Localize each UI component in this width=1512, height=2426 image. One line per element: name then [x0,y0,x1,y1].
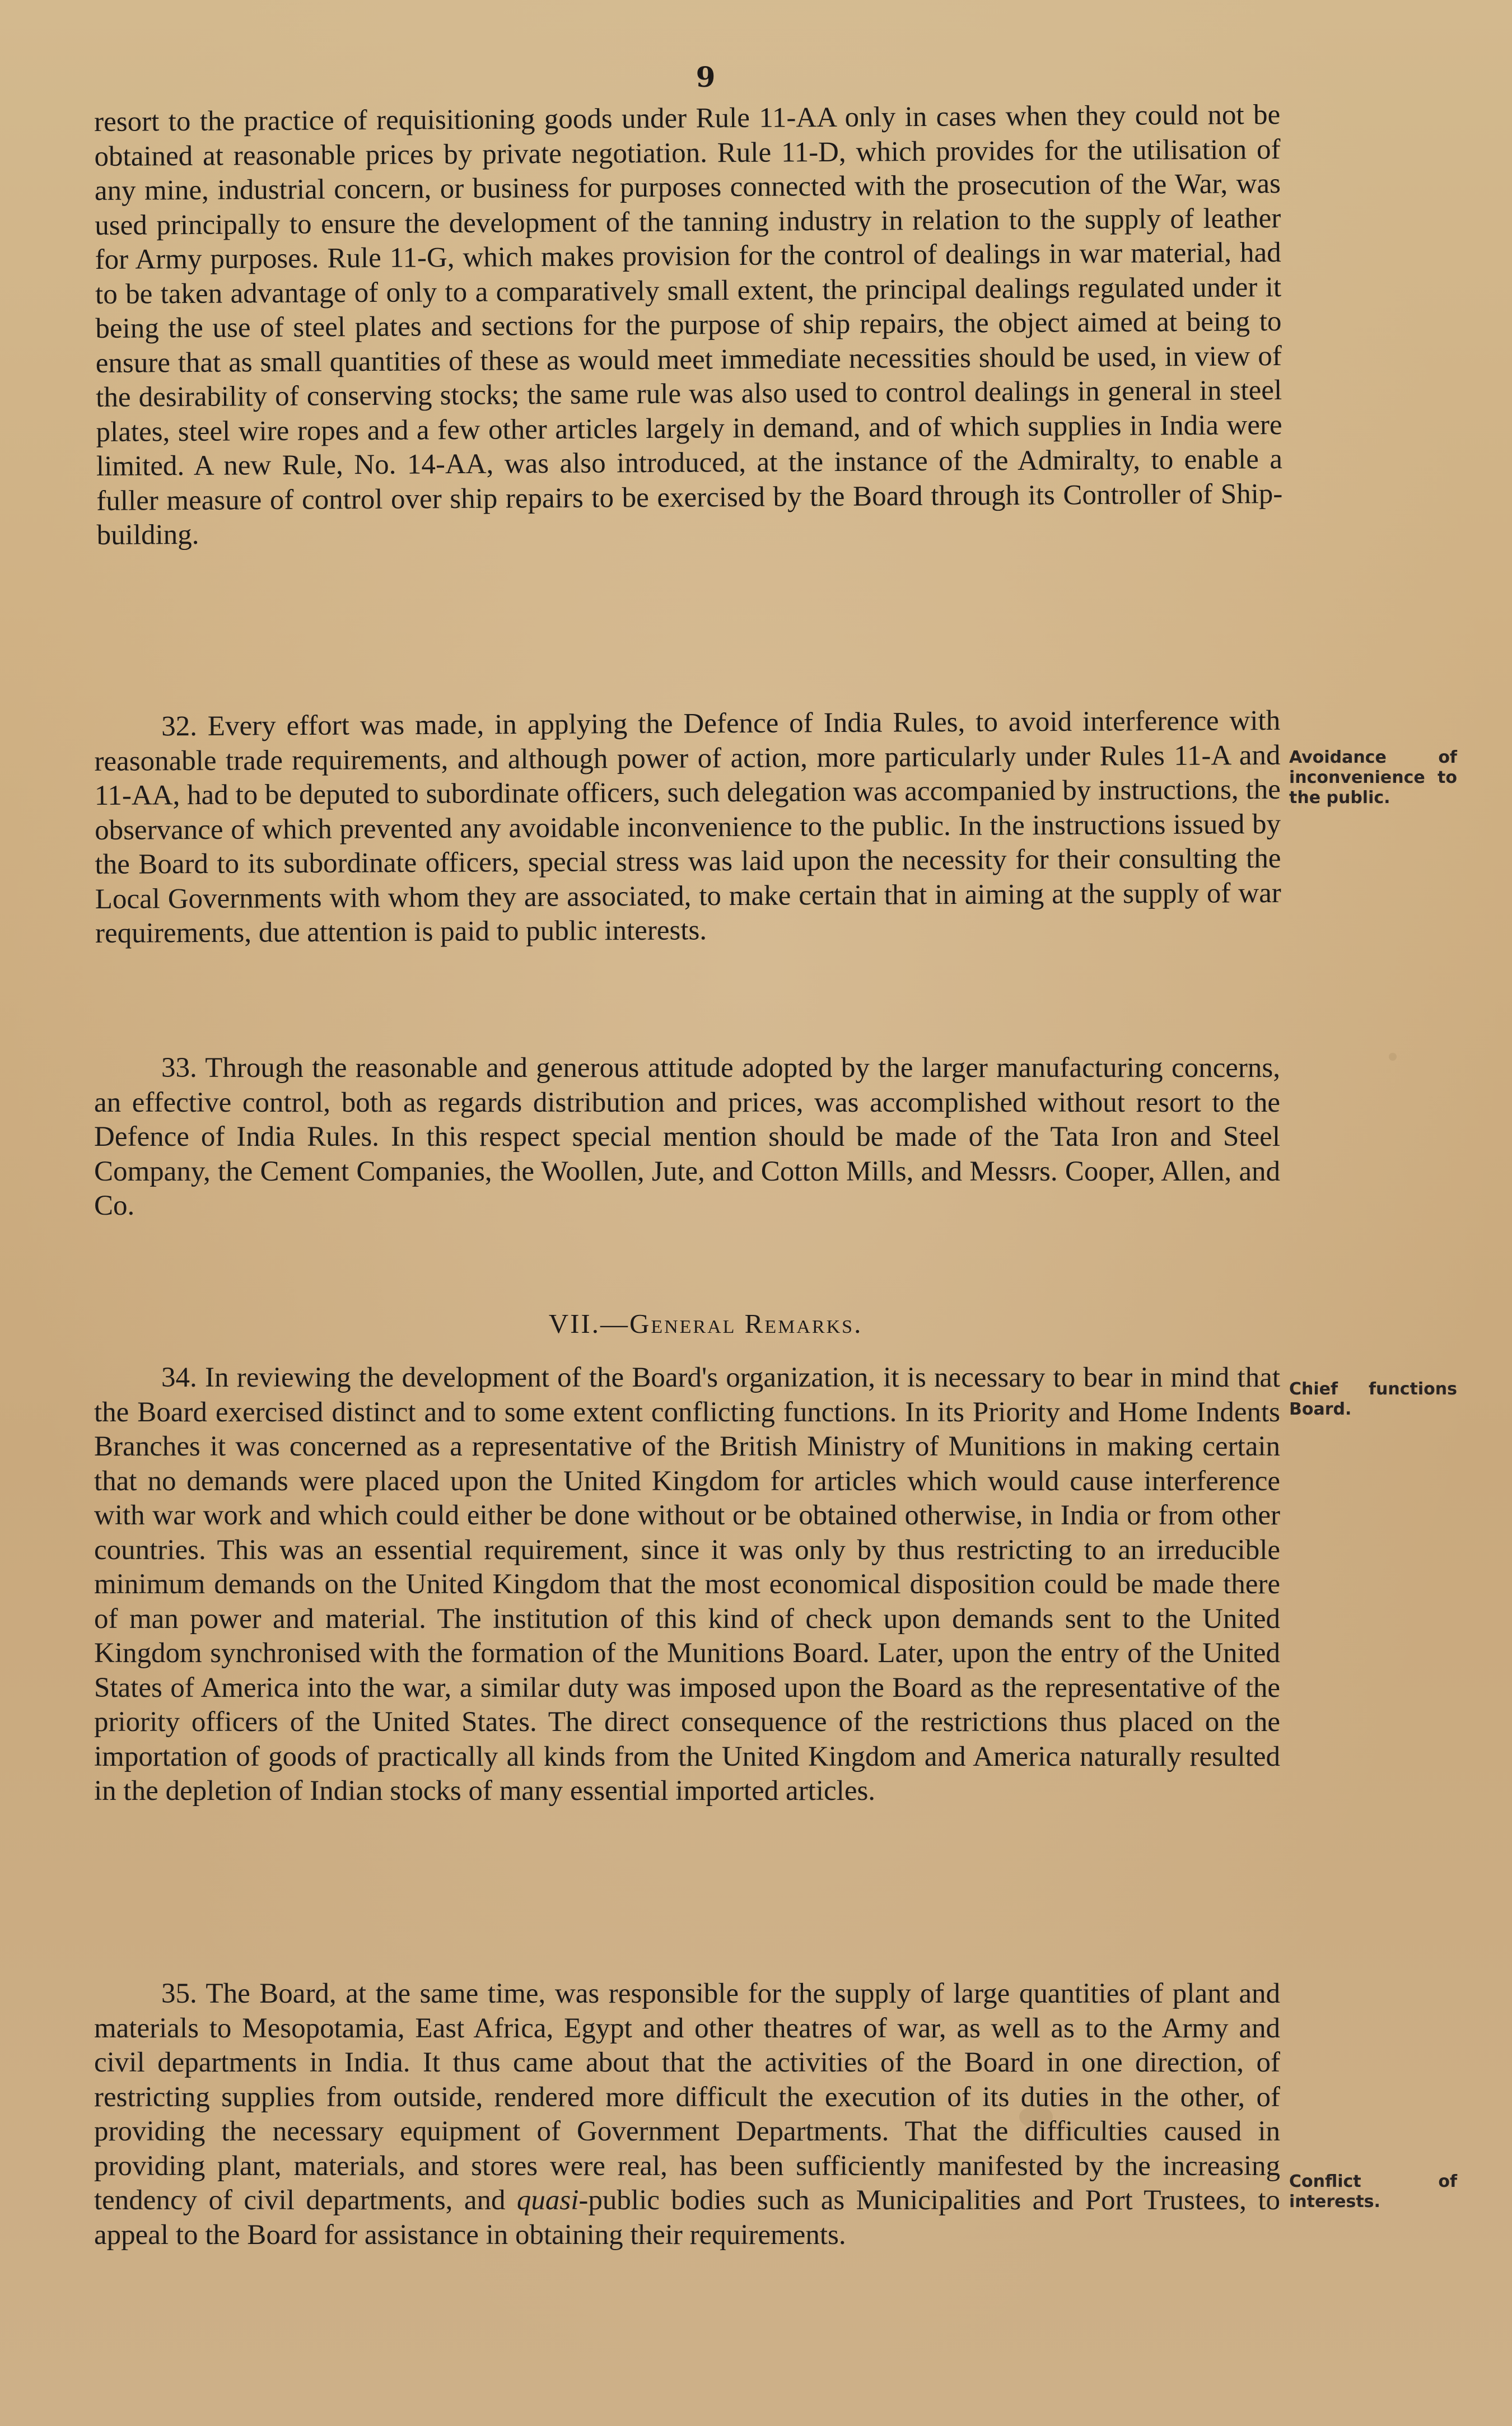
section-heading [0,1308,1411,1340]
paragraph-32 [94,704,1281,951]
paragraph-35-italic: quasi [516,2185,579,2216]
paper-stain [1389,1053,1397,1061]
continuation-paragraph [94,98,1283,553]
paragraph-35-text-a: 35. The Board, at the same time, was responsible for the supply of large quantities of plant and materials to Mesopotamia, East Africa, Egypt and other theatres of war, as well as to the Army and civil departments in India. It thus came about that the activities of the Board in one direction, of restricting supplies from outside, rendered more difficult the execution of its duties in the other, of providing the necessary equipment of Government Departments. That the difficulties caused in providing plant, materials, and stores were real, has been sufficiently manifested by the increasing tendency of civil departments, and [94,1978,1280,2216]
paragraph-text: resort to the practice of requisitioning goods under Rule 11-AA only in cases when they could not be obtained at reasonable prices by private negotiation. Rule 11-D, which provides for the utilisation of any mine, industrial concern, or business for purposes connected with the prosecution of the War, was used principally to ensure the development of the tanning industry in relation to the supply of leather for Army purposes. Rule 11-G, which makes provision for the control of dealings in war material, had to be taken advantage of only to a comparatively small extent, the principal dealings regulated under it being the use of steel plates and sections for the purpose of ship repairs, the object aimed at being to ensure that as small quantities of these as would meet immediate necessities should be used, in view of the desirability of conserving stocks; the same rule was also used to control dealings in general in steel plates, steel wire ropes and a few other articles largely in demand, and of which supplies in India were limited. A new Rule, No. 14-AA, was also introduced, at the instance of the Admiralty, to enable a fuller measure of control over ship repairs to be exercised by the Board through its Controller of Ship-building. [94,99,1283,551]
paragraph-34 [94,1361,1280,1809]
margin-note-conflict: Conflict of interests. [1289,2172,1457,2212]
paragraph-text [94,1977,1280,2252]
paragraph-text: 32. Every effort was made, in applying the Defence of India Rules, to avoid interference with reasonable trade requirements, and although power of action, more particularly under Rules 11-A and 11-AA, had to be deputed to subordinate officers, such delegation was accompanied by instructions, the observance of which prevented any avoidable inconvenience to the public. In the instructions issued by the Board to its subordinate officers, special stress was laid upon the necessity for their consulting the Local Governments with whom they are associated, to make certain that in aiming at the supply of war requirements, due attention is paid to public interests. [94,705,1281,949]
paragraph-text: 34. In reviewing the development of the Board's organization, it is necessary to bear in mind that the Board exercised distinct and to some extent conflicting functions. In its Priority and Home Indents Branches it was concerned as a representative of the British Ministry of Munitions in making certain that no demands were placed upon the United Kingdom for articles which would cause interference with war work and which could either be done without or be obtained otherwise, in India or from other countries. This was an essential requirement, since it was only by thus restricting to an irreducible minimum demands on the United Kingdom that the most economical disposition could be made there of man power and material. The institution of this kind of check upon demands sent to the United Kingdom synchronised with the formation of the Munitions Board. Later, upon the entry of the United States of America into the war, a similar duty was imposed upon the Board as the representative of the priority officers of the United States. The direct consequence of the restrictions thus placed on the importation of goods of practically all kinds from the United Kingdom and America naturally resulted in the depletion of Indian stocks of many essential imported articles. [94,1362,1280,1807]
paragraph-35-text-b: -public bodies such as Municipalities and Port Trustees, to appeal to the Board for assistance in obtaining their requirements. [94,2185,1281,2251]
margin-note-chief-functions: Chief functions Board. [1289,1379,1457,1419]
paragraph-33 [94,1051,1280,1224]
page-number: 9 [696,60,716,94]
margin-note-avoidance: Avoidance of inconvenience to the public. [1289,748,1457,808]
paragraph-35 [94,1977,1280,2252]
paragraph-text: 33. Through the reasonable and generous attitude adopted by the larger manufacturing concerns, an effective control, both as regards distribution and prices, was accomplished without resort to the Defence of India Rules. In this respect special mention should be made of the Tata Iron and Steel Company, the Cement Companies, the Woollen, Jute, and Cotton Mills, and Messrs. Cooper, Allen, and Co. [94,1052,1280,1221]
section-heading-text: VII.—General Remarks. [548,1308,863,1339]
